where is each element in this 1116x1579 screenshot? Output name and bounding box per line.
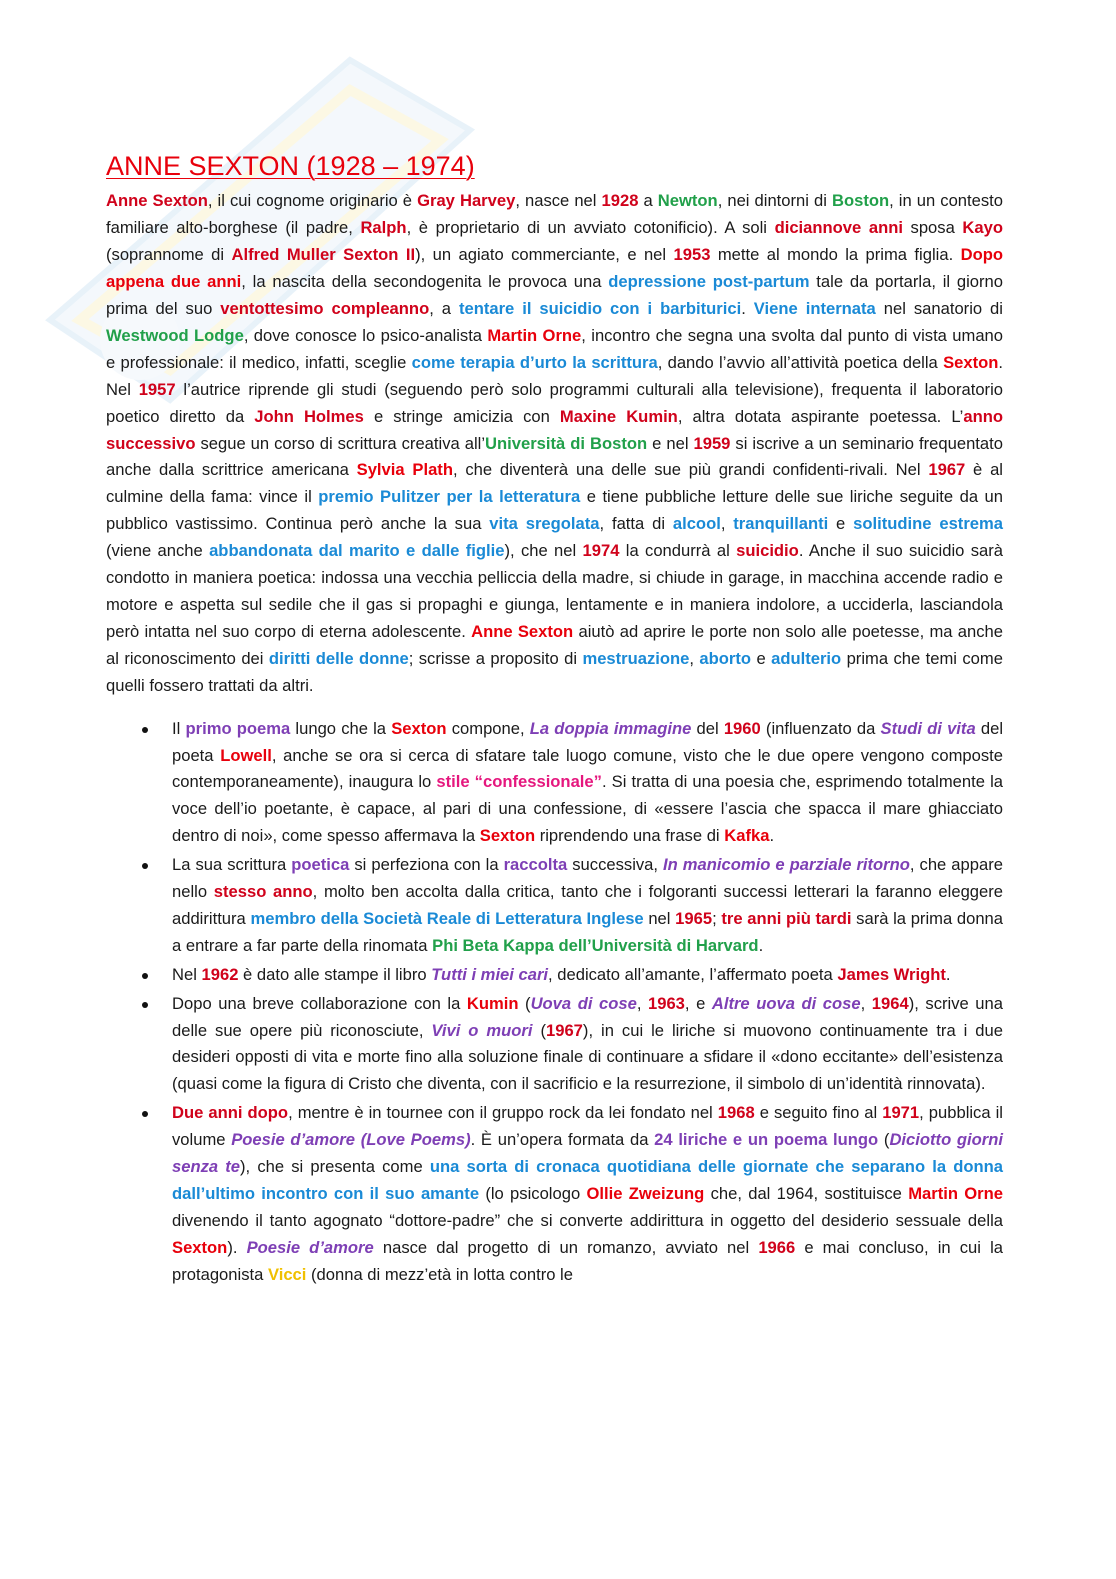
highlighted-text: 1967: [928, 460, 966, 480]
text-run: ), un agiato commerciante, e nel: [415, 245, 674, 265]
text-run: (viene anche: [106, 541, 210, 561]
highlighted-text: raccolta: [503, 855, 568, 875]
highlighted-text: Kumin: [466, 993, 519, 1013]
highlighted-text: Poesie d’amore: [246, 1237, 374, 1257]
document-body: [106, 150, 1003, 1291]
text-run: , la nascita della secondogenita le provoca una: [241, 272, 609, 292]
list-item: [172, 962, 1003, 989]
highlighted-text: Martin Orne: [908, 1184, 1003, 1204]
highlighted-text: stesso anno: [213, 882, 313, 902]
text-run: è dato alle stampe il libro: [238, 964, 432, 984]
highlighted-text: Boston: [831, 191, 890, 211]
highlighted-text: primo poema: [185, 718, 291, 738]
list-item: [172, 852, 1003, 960]
highlighted-text: 1960: [723, 718, 761, 738]
text-run: , nei dintorni di: [717, 191, 832, 211]
text-run: e: [751, 648, 772, 668]
bullet-icon: [142, 727, 148, 733]
text-run: segue un corso di scrittura creativa all’: [195, 433, 486, 453]
highlighted-text: tre anni più tardi: [721, 908, 852, 928]
text-run: che, dal 1964, sostituisce: [704, 1184, 909, 1204]
highlighted-text: 1974: [582, 541, 620, 561]
highlighted-text: Martin Orne: [487, 325, 582, 345]
highlighted-text: Università di Boston: [485, 433, 648, 453]
highlighted-text: Sexton: [391, 718, 447, 738]
highlighted-text: Vivi o muori: [431, 1020, 533, 1040]
text-run: , dedicato all’amante, l’affermato poeta: [548, 964, 838, 984]
highlighted-text: 1971: [882, 1103, 920, 1123]
text-run: ), che si presenta come: [240, 1157, 430, 1177]
highlighted-text: Studi di vita: [880, 718, 976, 738]
highlighted-text: Vicci: [267, 1264, 307, 1284]
bullet-icon: [142, 1111, 148, 1117]
text-run: e mai concluso, in cui la protagonista: [172, 1237, 1003, 1284]
text-run: , altra dotata aspirante poetessa. L’: [677, 406, 964, 426]
text-run: a: [638, 191, 658, 211]
highlighted-text: depressione post-partum: [608, 272, 810, 292]
highlighted-text: suicidio: [736, 541, 799, 561]
highlighted-text: membro della Società Reale di Letteratura Inglese: [250, 908, 644, 928]
highlighted-text: Phi Beta Kappa dell’Università di Harvard: [432, 935, 759, 955]
highlighted-text: solitudine estrema: [853, 514, 1003, 534]
highlighted-text: Westwood Lodge: [106, 325, 244, 345]
highlighted-text: 1964: [871, 993, 909, 1013]
highlighted-text: Alfred Muller Sexton II: [231, 245, 416, 265]
highlighted-text: Sexton: [172, 1237, 228, 1257]
text-run: , il cui cognome originario è: [207, 191, 418, 211]
text-run: si perfeziona con la: [349, 855, 504, 875]
highlighted-text: tranquillanti: [733, 514, 829, 534]
highlighted-text: Ollie Zweizung: [586, 1184, 705, 1204]
text-run: ,: [636, 993, 648, 1013]
highlighted-text: Kafka: [724, 826, 770, 846]
text-run: e stringe amicizia con: [363, 406, 560, 426]
highlighted-text: 1965: [675, 908, 713, 928]
highlighted-text: 1966: [758, 1237, 796, 1257]
text-run: .: [769, 826, 775, 846]
highlighted-text: Sexton: [479, 826, 536, 846]
highlighted-text: Gray Harvey: [417, 191, 516, 211]
text-run: Nel: [172, 964, 202, 984]
highlighted-text: mestruazione: [582, 648, 690, 668]
text-run: (: [532, 1020, 546, 1040]
text-run: , nasce nel: [515, 191, 602, 211]
text-run: (influenzato da: [760, 718, 881, 738]
highlighted-text: 1953: [673, 245, 711, 265]
text-run: .: [741, 299, 754, 319]
text-run: l’autrice riprende gli studi (seguendo però solo programmi culturali alla televisione), frequenta il laboratorio poetico diretto da: [106, 379, 1003, 426]
text-run: , anche se ora si cerca di sfatare tale luogo comune, visto che le due opere vengono composte contemporaneamente), inaugura lo: [172, 745, 1004, 792]
text-run: la condurrà al: [619, 541, 737, 561]
text-run: ;: [712, 908, 722, 928]
list-item: [172, 991, 1003, 1099]
highlighted-text: 1967: [546, 1020, 583, 1040]
text-run: Il: [172, 718, 186, 738]
text-run: sposa: [902, 218, 963, 238]
text-run: e tiene pubbliche letture delle sue liriche seguite da un pubblico vastissimo. Continua però anche la sua: [106, 487, 1003, 534]
highlighted-text: Dopo appena due anni: [106, 245, 1003, 292]
page-title: ANNE SEXTON (1928 – 1974): [106, 151, 475, 181]
highlighted-text: Altre uova di cose: [711, 993, 861, 1013]
text-run: , è proprietario di un avviato cotonificio). A soli: [406, 218, 775, 238]
text-run: successiva,: [567, 855, 664, 875]
text-run: (: [518, 993, 531, 1013]
highlighted-text: La doppia immagine: [529, 718, 692, 738]
text-run: , pubblica il volume: [172, 1103, 1003, 1150]
text-run: , a: [429, 299, 459, 319]
highlighted-text: 1928: [601, 191, 639, 211]
text-run: ; scrisse a proposito di: [408, 648, 583, 668]
main-paragraph: [106, 188, 1003, 699]
highlighted-text: vita sregolata: [489, 514, 600, 534]
text-run: La sua scrittura: [172, 855, 292, 875]
highlighted-text: abbandonata dal marito e dalle figlie: [209, 541, 505, 561]
highlighted-text: aborto: [699, 648, 752, 668]
highlighted-text: 24 liriche e un poema lungo: [654, 1130, 879, 1150]
text-run: è al culmine della fama: vince il: [106, 460, 1003, 507]
text-run: divenendo il tanto agognato “dottore-padre” che si converte addirittura in oggetto del desiderio sessuale della: [172, 1210, 1003, 1230]
highlighted-text: diciannove anni: [774, 218, 903, 238]
highlighted-text: Maxine Kumin: [559, 406, 678, 426]
text-run: . Anche il suo suicidio sarà condotto in maniera poetica: indossa una vecchia pelliccia della madre, si chiude in garage, in macchina accende radio e motore e aspetta sul sedile che il gas si propaghi e giunga, lentamente e in maniera indolore, a ucciderla, lasciandola però intatta nel suo corpo di eterna adolescente.: [106, 541, 1003, 641]
text-run: e nel: [647, 433, 694, 453]
highlighted-text: Newton: [657, 191, 718, 211]
text-run: nel: [643, 908, 676, 928]
highlighted-text: Anne Sexton: [471, 621, 574, 641]
highlighted-text: 1957: [138, 379, 176, 399]
text-run: ).: [227, 1237, 247, 1257]
text-run: (lo psicologo: [479, 1184, 587, 1204]
highlighted-text: Kayo: [962, 218, 1003, 238]
text-run: (: [878, 1130, 890, 1150]
bullet-icon: [142, 863, 148, 869]
highlighted-text: Diciotto giorni senza te: [172, 1130, 1004, 1177]
text-run: ), che nel: [504, 541, 583, 561]
text-run: del poeta: [172, 718, 1004, 765]
text-run: (soprannome di: [106, 245, 232, 265]
highlighted-text: Sylvia Plath: [356, 460, 453, 480]
text-run: ,: [720, 514, 734, 534]
text-run: si iscrive a un seminario frequentato anche dalla scrittrice americana: [106, 433, 1003, 480]
text-run: riprendendo una frase di: [535, 826, 725, 846]
highlighted-text: Sexton: [943, 352, 999, 372]
highlighted-text: ventottesimo compleanno: [220, 299, 430, 319]
highlighted-text: Ralph: [360, 218, 407, 238]
text-run: , in un contesto familiare alto-borghese (il padre,: [106, 191, 1003, 238]
text-run: , fatta di: [599, 514, 673, 534]
text-run: Dopo una breve collaborazione con la: [172, 993, 467, 1013]
text-run: .: [945, 964, 951, 984]
text-run: ), in cui le liriche si muovono continuamente tra i due desideri opposti di vita e morte fino alla soluzione finale di continuare a sfidare il «dono eccitante» dell’esistenza (quasi come la figura di Cristo che diventa, con il sacrificio e la resurrezione, il simbolo di un’identità rinnovata).: [172, 1020, 1003, 1094]
text-run: , dove conosce lo psico-analista: [243, 325, 488, 345]
highlighted-text: 1959: [693, 433, 731, 453]
highlighted-text: James Wright: [837, 964, 946, 984]
highlighted-text: stile “confessionale”: [436, 772, 602, 792]
text-run: e seguito fino al: [754, 1103, 883, 1123]
text-run: . Si tratta di una poesia che, esprimendo totalmente la voce dell’io poetante, è capace, al pari di una confessione, di «essere l’ascia che spacca il mare ghiacciato dentro di noi», come spesso affermava la: [172, 772, 1003, 846]
highlighted-text: In manicomio e parziale ritorno: [663, 855, 910, 875]
bullet-list: [106, 716, 1003, 1289]
list-item: [172, 1100, 1003, 1288]
text-run: ,: [689, 648, 700, 668]
text-run: , mentre è in tournee con il gruppo rock da lei fondato nel: [288, 1103, 718, 1123]
text-run: , dando l’avvio all’attività poetica della: [657, 352, 944, 372]
text-run: sarà la prima donna a entrare a far parte della rinomata: [172, 908, 1004, 955]
text-run: mette al mondo la prima figlia.: [710, 245, 961, 265]
text-run: nel sanatorio di: [875, 299, 1003, 319]
text-run: ,: [860, 993, 872, 1013]
text-run: nasce dal progetto di un romanzo, avviato nel: [373, 1237, 759, 1257]
text-run: ), scrive una delle sue opere più riconosciute,: [172, 993, 1003, 1040]
highlighted-text: come terapia d’urto la scrittura: [411, 352, 658, 372]
highlighted-text: 1962: [201, 964, 239, 984]
text-run: lungo che la: [290, 718, 392, 738]
highlighted-text: Anne Sexton: [106, 191, 208, 211]
text-run: , che appare nello: [172, 855, 1003, 902]
text-run: prima che temi come quelli fossero trattati da altri.: [106, 648, 1003, 695]
text-run: (donna di mezz’età in lotta contro le: [306, 1264, 573, 1284]
highlighted-text: premio Pulitzer per la letteratura: [318, 487, 581, 507]
highlighted-text: alcool: [672, 514, 721, 534]
highlighted-text: adulterio: [771, 648, 842, 668]
bullet-icon: [142, 973, 148, 979]
text-run: del: [691, 718, 724, 738]
highlighted-text: 1968: [717, 1103, 755, 1123]
highlighted-text: diritti delle donne: [268, 648, 409, 668]
highlighted-text: Poesie d’amore (Love Poems): [231, 1130, 471, 1150]
highlighted-text: poetica: [291, 855, 350, 875]
highlighted-text: Due anni dopo: [172, 1103, 289, 1123]
text-run: compone,: [446, 718, 530, 738]
bullet-icon: [142, 1002, 148, 1008]
highlighted-text: Tutti i miei cari: [431, 964, 549, 984]
highlighted-text: 1963: [647, 993, 685, 1013]
highlighted-text: John Holmes: [254, 406, 364, 426]
text-run: aiutò ad aprire le porte non solo alle poetesse, ma anche al riconoscimento dei: [106, 621, 1003, 668]
text-run: tale da portarla, il giorno prima del suo: [106, 272, 1003, 319]
highlighted-text: Lowell: [220, 745, 272, 765]
highlighted-text: anno successivo: [106, 406, 1003, 453]
highlighted-text: Uova di cose: [530, 993, 637, 1013]
list-item: [172, 716, 1003, 851]
text-run: , incontro che segna una svolta dal punto di vista umano e professionale: il medico, infatti, sceglie: [106, 325, 1004, 372]
text-run: .: [758, 935, 764, 955]
text-run: , molto ben accolta dalla critica, tanto che i folgoranti successi letterari la faranno eleggere addirittura: [172, 882, 1004, 928]
highlighted-text: Viene internata: [753, 299, 876, 319]
text-run: , che diventerà una delle sue più grandi confidenti-rivali. Nel: [452, 460, 929, 480]
text-run: e: [828, 514, 854, 534]
highlighted-text: tentare il suicidio con i barbiturici: [458, 299, 742, 319]
text-run: . Nel: [106, 352, 1004, 399]
text-run: , e: [684, 993, 712, 1013]
text-run: . È un’opera formata da: [470, 1130, 655, 1150]
highlighted-text: una sorta di cronaca quotidiana delle giornate che separano la donna dall’ultimo incontro con il suo amante: [172, 1157, 1003, 1204]
